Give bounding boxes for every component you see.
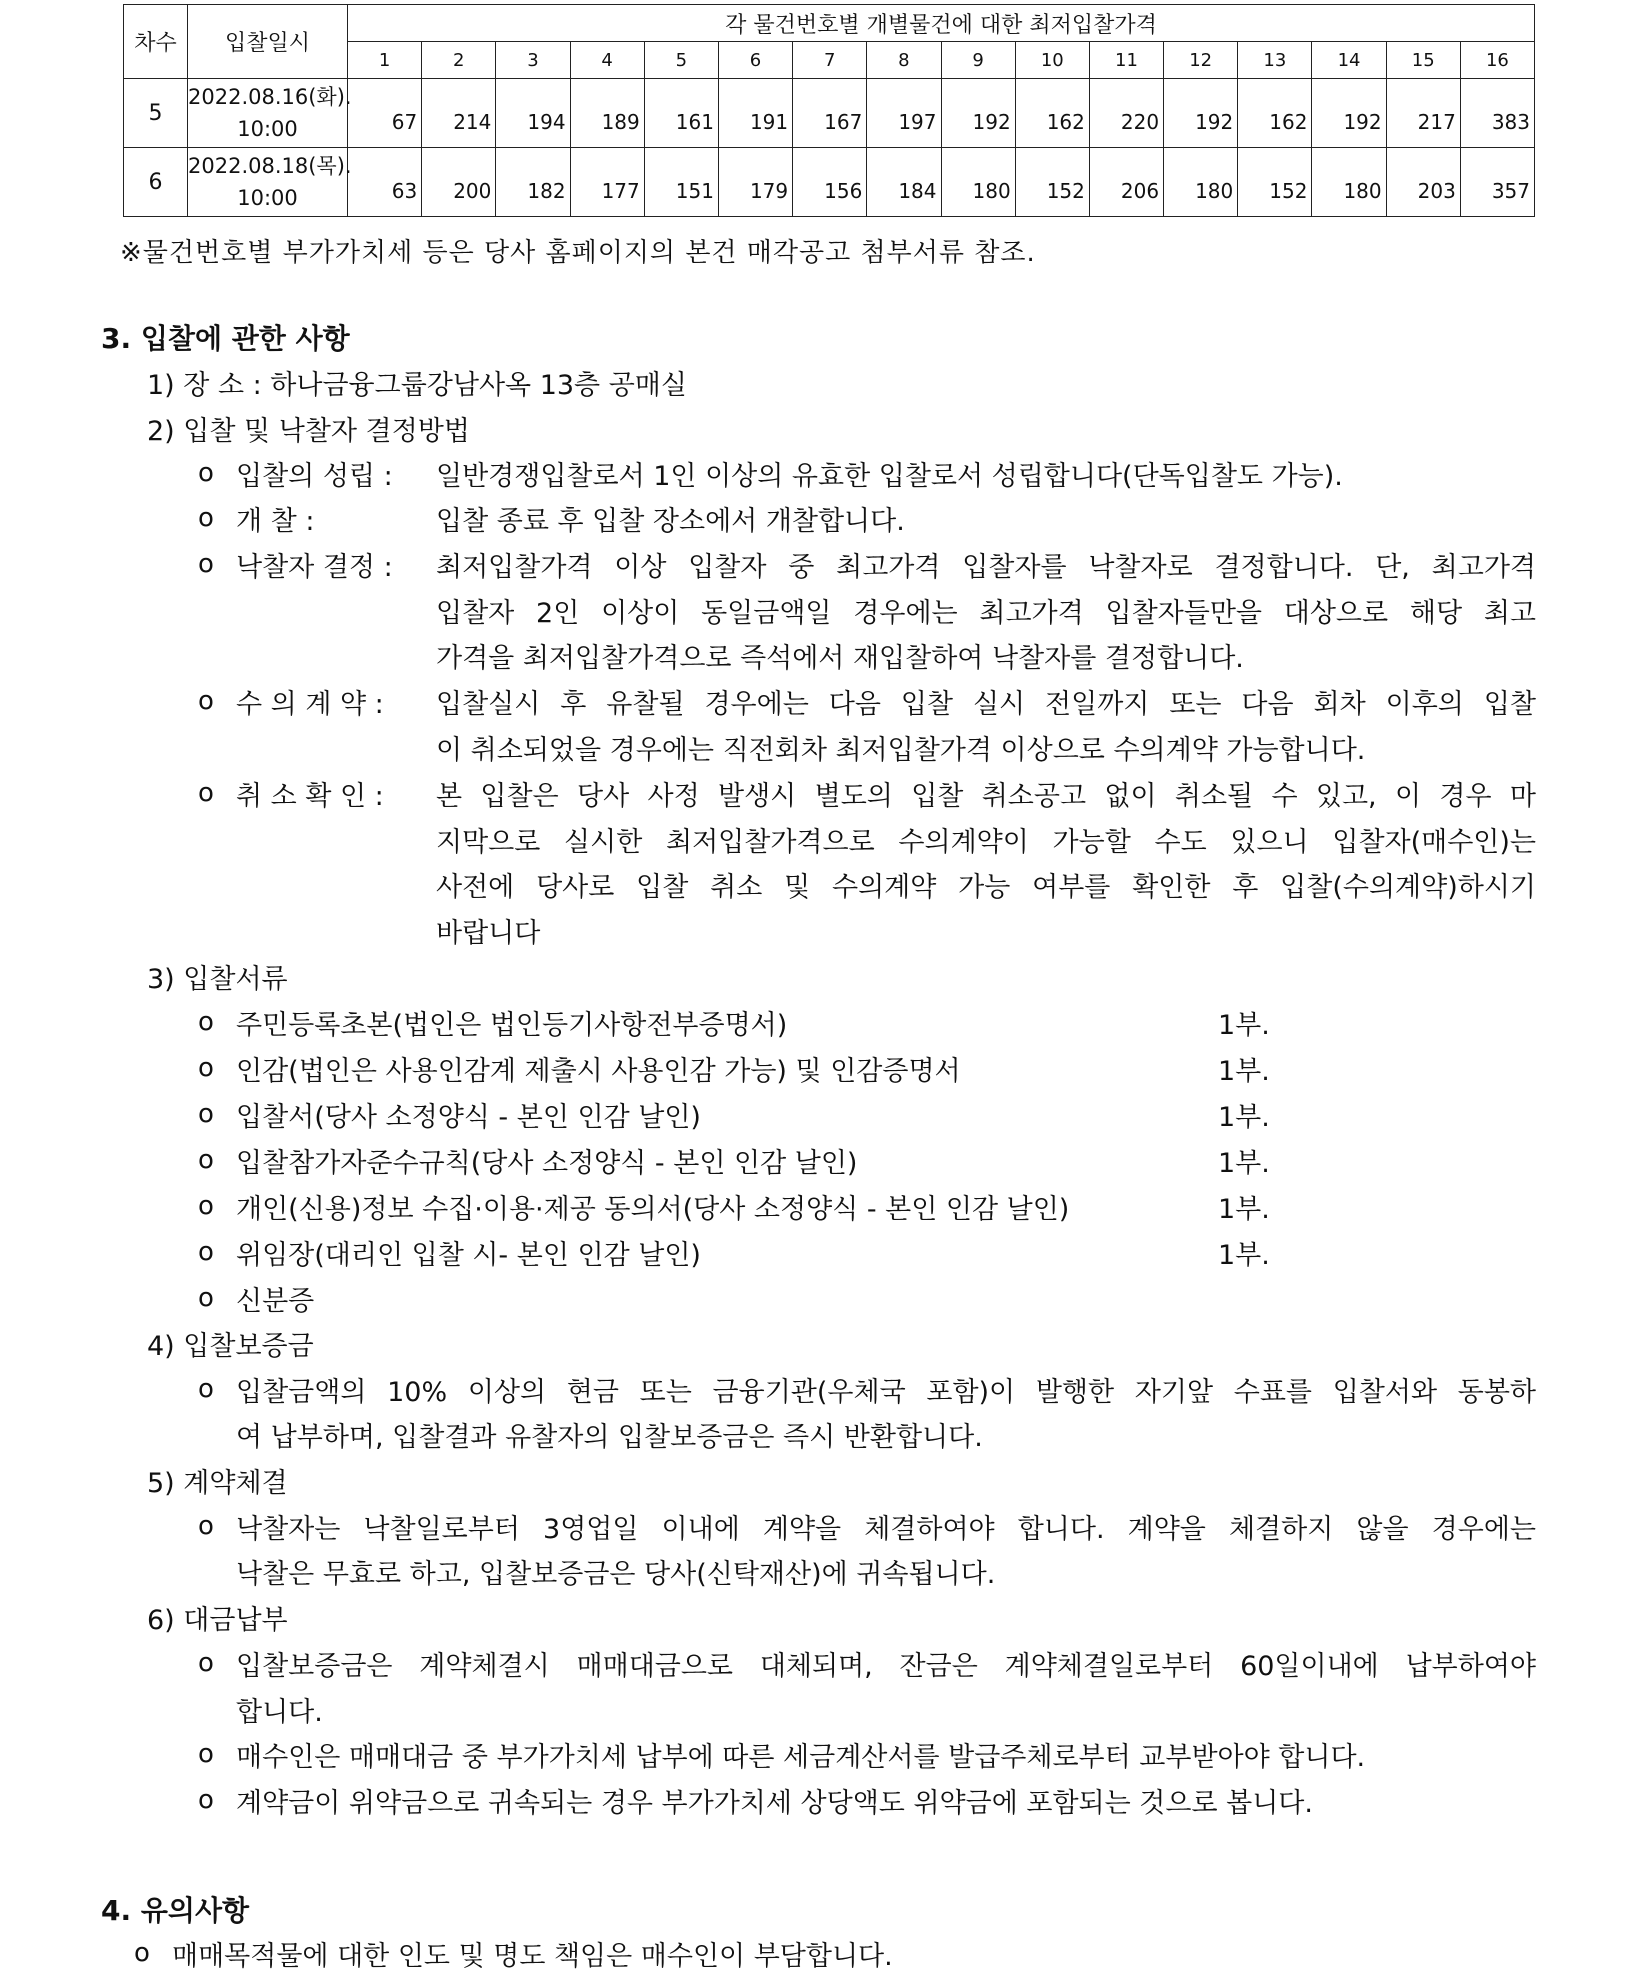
price-cell: 191 [718, 79, 792, 148]
doc-name: 주민등록초본(법인은 법인등기사항전부증명서) [236, 1010, 788, 1041]
bullet-icon: ο [134, 1938, 150, 1968]
price-cell: 180 [1312, 148, 1386, 217]
bullet-icon: ο [198, 686, 214, 716]
price-cell: 192 [941, 79, 1015, 148]
vat-note: ※물건번호별 부가가치세 등은 당사 홈페이지의 본건 매각공고 첨부서류 참조. [120, 238, 1036, 268]
price-cell: 217 [1386, 79, 1460, 148]
price-cell: 152 [1238, 148, 1312, 217]
cancel-line: 지막으로 실시한 최저입찰가격으로 수의계약이 가능할 수도 있으니 입찰자(매수인)는 [436, 827, 1536, 858]
datetime-cell [188, 148, 352, 217]
establish-label: 입찰의 성립 : [236, 461, 393, 492]
price-cell: 179 [718, 148, 792, 217]
contract-line: 입찰실시 후 유찰될 경우에는 다음 입찰 실시 전일까지 또는 다음 회차 이후의 입찰 [436, 689, 1536, 720]
header-item-number: 1 [348, 42, 422, 79]
price-cell: 177 [570, 148, 644, 217]
bullet-icon: ο [198, 1007, 214, 1037]
header-item-number: 16 [1460, 42, 1534, 79]
round-cell: 6 [124, 148, 188, 217]
payment-title: 6) 대금납부 [147, 1605, 288, 1636]
payment-line: 입찰보증금은 계약체결시 매매대금으로 대체되며, 잔금은 계약체결일로부터 60일이내에 납부하여야 [236, 1651, 1536, 1682]
bullet-icon: ο [198, 1283, 214, 1313]
bullet-icon: ο [198, 1511, 214, 1541]
price-cell: 161 [644, 79, 718, 148]
caution-line: 매매목적물에 대한 인도 및 명도 책임은 매수인이 부담합니다. [172, 1941, 893, 1972]
bullet-icon: ο [198, 1191, 214, 1221]
docs-title: 3) 입찰서류 [147, 964, 288, 995]
round-cell: 5 [124, 79, 188, 148]
doc-qty: 1부. [1218, 1056, 1270, 1087]
header-item-number: 9 [941, 42, 1015, 79]
doc-qty: 1부. [1218, 1240, 1270, 1271]
doc-name: 신분증 [236, 1286, 315, 1317]
doc-name: 인감(법인은 사용인감계 제출시 사용인감 가능) 및 인감증명서 [236, 1056, 961, 1087]
header-round: 차수 [124, 5, 188, 79]
header-item-number: 12 [1164, 42, 1238, 79]
price-cell: 67 [348, 79, 422, 148]
price-cell: 214 [422, 79, 496, 148]
bid-date: 2022.08.18(목). [188, 154, 352, 178]
doc-qty: 1부. [1218, 1102, 1270, 1133]
price-cell: 182 [496, 148, 570, 217]
header-item-number: 8 [867, 42, 941, 79]
table-header-row [124, 5, 1535, 42]
price-cell: 194 [496, 79, 570, 148]
header-item-number: 3 [496, 42, 570, 79]
bullet-icon: ο [198, 1648, 214, 1678]
doc-name: 입찰참가자준수규칙(당사 소정양식 - 본인 인감 날인) [236, 1148, 858, 1179]
price-cell: 197 [867, 79, 941, 148]
bullet-icon: ο [198, 1739, 214, 1769]
winner-line: 최저입찰가격 이상 입찰자 중 최고가격 입찰자를 낙찰자로 결정합니다. 단, 최고가격 [436, 552, 1536, 583]
cancel-label: 취 소 확 인 : [236, 781, 384, 812]
section-4-title: 4. 유의사항 [101, 1894, 250, 1927]
winner-line: 입찰자 2인 이상이 동일금액일 경우에는 최고가격 입찰자들만을 대상으로 해당 최고 [436, 598, 1536, 629]
section-3-title: 3. 입찰에 관한 사항 [101, 322, 350, 355]
minimum-bid-price-table [123, 4, 1535, 217]
place-line: 1) 장 소 : 하나금융그룹강남사옥 13층 공매실 [147, 370, 687, 401]
table-row [124, 79, 1535, 148]
bullet-icon: ο [198, 778, 214, 808]
price-cell: 192 [1312, 79, 1386, 148]
open-text: 입찰 종료 후 입찰 장소에서 개찰합니다. [436, 506, 905, 537]
header-item-number: 11 [1089, 42, 1163, 79]
price-cell: 192 [1164, 79, 1238, 148]
price-cell: 167 [793, 79, 867, 148]
conclusion-title: 5) 계약체결 [147, 1468, 288, 1499]
conclusion-line: 낙찰자는 낙찰일로부터 3영업일 이내에 계약을 체결하여야 합니다. 계약을 체결하지 않을 경우에는 [236, 1514, 1536, 1545]
table-body [124, 79, 1535, 217]
price-cell: 63 [348, 148, 422, 217]
price-cell: 357 [1460, 148, 1534, 217]
bullet-icon: ο [198, 1785, 214, 1815]
deposit-line: 여 납부하며, 입찰결과 유찰자의 입찰보증금은 즉시 반환합니다. [236, 1422, 983, 1453]
header-item-number: 15 [1386, 42, 1460, 79]
price-cell: 180 [941, 148, 1015, 217]
payment-line: 매수인은 매매대금 중 부가가치세 납부에 따른 세금계산서를 발급주체로부터 교부받아야 합니다. [236, 1742, 1366, 1773]
price-cell: 203 [1386, 148, 1460, 217]
header-item-number: 13 [1238, 42, 1312, 79]
header-price-group: 각 물건번호별 개별물건에 대한 최저입찰가격 [348, 5, 1535, 42]
establish-text: 일반경쟁입찰로서 1인 이상의 유효한 입찰로서 성립합니다(단독입찰도 가능). [436, 461, 1343, 492]
bullet-icon: ο [198, 1099, 214, 1129]
price-cell: 206 [1089, 148, 1163, 217]
header-item-number: 4 [570, 42, 644, 79]
method-title: 2) 입찰 및 낙찰자 결정방법 [147, 416, 470, 447]
doc-name: 입찰서(당사 소정양식 - 본인 인감 날인) [236, 1102, 701, 1133]
open-label: 개 찰 : [236, 506, 315, 537]
doc-qty: 1부. [1218, 1194, 1270, 1225]
bid-time: 10:00 [237, 117, 298, 141]
header-item-number: 6 [718, 42, 792, 79]
payment-line: 합니다. [236, 1697, 323, 1728]
price-cell: 151 [644, 148, 718, 217]
bid-date: 2022.08.16(화). [188, 85, 352, 109]
bullet-icon: ο [198, 1374, 214, 1404]
header-item-number: 10 [1015, 42, 1089, 79]
header-datetime: 입찰일시 [188, 5, 348, 79]
price-cell: 152 [1015, 148, 1089, 217]
doc-name: 위임장(대리인 입찰 시- 본인 인감 날인) [236, 1240, 701, 1271]
price-cell: 162 [1015, 79, 1089, 148]
conclusion-line: 낙찰은 무효로 하고, 입찰보증금은 당사(신탁재산)에 귀속됩니다. [236, 1559, 996, 1590]
cancel-line: 사전에 당사로 입찰 취소 및 수의계약 가능 여부를 확인한 후 입찰(수의계약)하시기 [436, 872, 1536, 903]
winner-label: 낙찰자 결정 : [236, 552, 393, 583]
contract-line: 이 취소되었을 경우에는 직전회차 최저입찰가격 이상으로 수의계약 가능합니다. [436, 735, 1366, 766]
bid-time: 10:00 [237, 186, 298, 210]
header-item-number: 2 [422, 42, 496, 79]
datetime-cell [188, 79, 352, 148]
price-cell: 184 [867, 148, 941, 217]
table-row [124, 148, 1535, 217]
doc-qty: 1부. [1218, 1010, 1270, 1041]
bullet-icon: ο [198, 503, 214, 533]
bullet-icon: ο [198, 458, 214, 488]
price-cell: 162 [1238, 79, 1312, 148]
deposit-line: 입찰금액의 10% 이상의 현금 또는 금융기관(우체국 포함)이 발행한 자기앞 수표를 입찰서와 동봉하 [236, 1377, 1536, 1408]
price-cell: 383 [1460, 79, 1534, 148]
deposit-title: 4) 입찰보증금 [147, 1331, 314, 1362]
cancel-line: 본 입찰은 당사 사정 발생시 별도의 입찰 취소공고 없이 취소될 수 있고, 이 경우 마 [436, 781, 1536, 812]
header-item-number: 7 [793, 42, 867, 79]
header-item-number: 5 [644, 42, 718, 79]
bullet-icon: ο [198, 549, 214, 579]
bullet-icon: ο [198, 1145, 214, 1175]
price-cell: 200 [422, 148, 496, 217]
price-cell: 220 [1089, 79, 1163, 148]
bullet-icon: ο [198, 1053, 214, 1083]
price-cell: 189 [570, 79, 644, 148]
winner-line: 가격을 최저입찰가격으로 즉석에서 재입찰하여 낙찰자를 결정합니다. [436, 643, 1244, 674]
contract-label: 수 의 계 약 : [236, 689, 384, 720]
price-cell: 156 [793, 148, 867, 217]
header-item-number: 14 [1312, 42, 1386, 79]
doc-name: 개인(신용)정보 수집·이용·제공 동의서(당사 소정양식 - 본인 인감 날인) [236, 1194, 1070, 1225]
cancel-line: 바랍니다 [436, 918, 541, 949]
payment-line: 계약금이 위약금으로 귀속되는 경우 부가가치세 상당액도 위약금에 포함되는 것으로 봅니다. [236, 1788, 1313, 1819]
price-cell: 180 [1164, 148, 1238, 217]
doc-qty: 1부. [1218, 1148, 1270, 1179]
bullet-icon: ο [198, 1237, 214, 1267]
